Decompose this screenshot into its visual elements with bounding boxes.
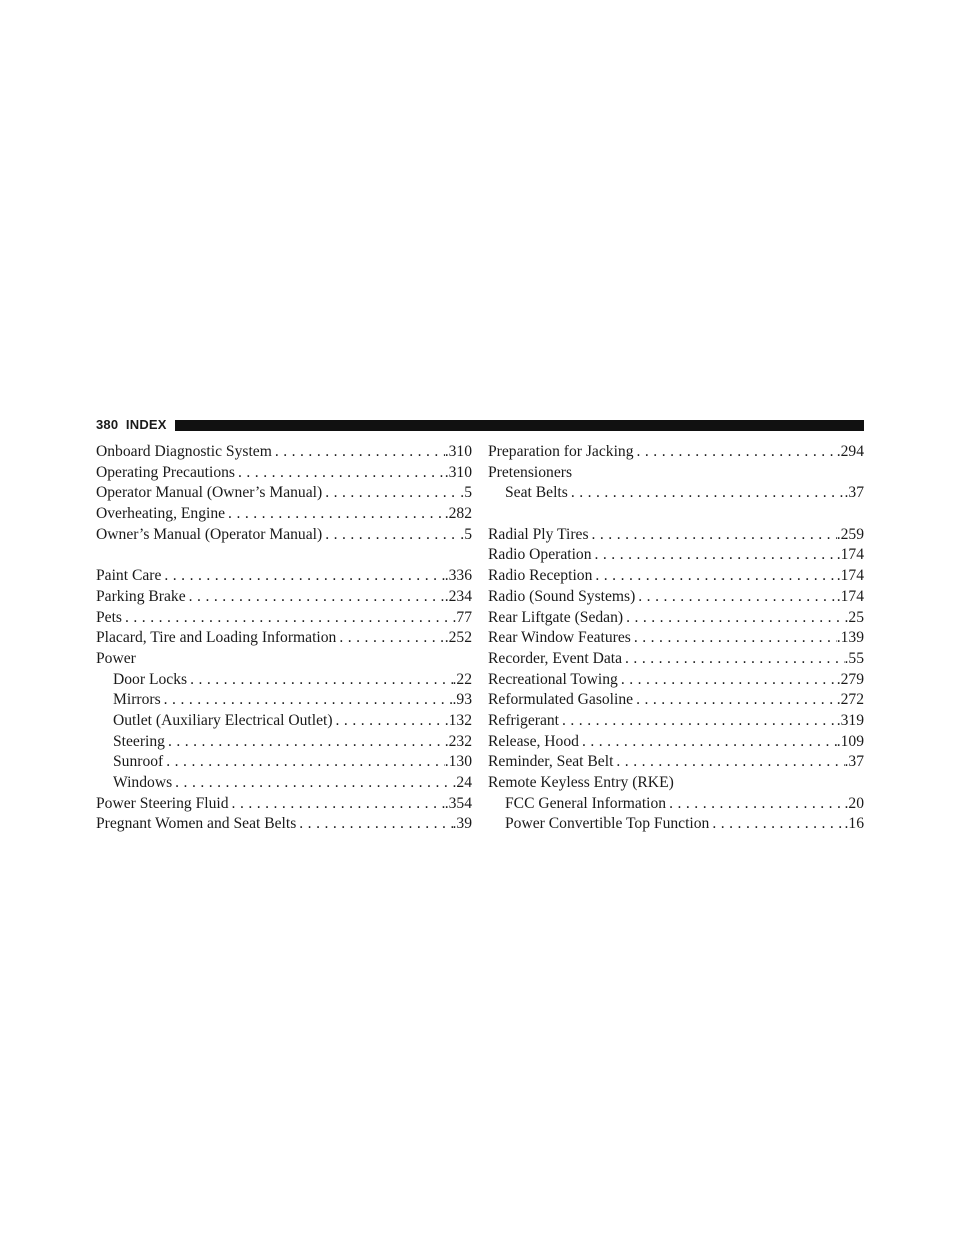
index-term: Recreational Towing: [488, 670, 618, 688]
dot-leader: [186, 587, 445, 608]
dot-leader: [187, 670, 452, 691]
index-term: Onboard Diagnostic System: [96, 443, 272, 460]
dot-leader: [172, 773, 452, 794]
index-term: Radio Reception: [488, 567, 593, 585]
index-page-number: .20: [844, 794, 864, 812]
dot-leader: [623, 608, 844, 629]
index-subentry: [96, 690, 472, 711]
index-page-number: .279: [836, 670, 864, 688]
index-page-number: .77: [452, 608, 472, 626]
dot-leader: [635, 587, 836, 608]
dot-leader: [235, 463, 445, 484]
index-page-number: .25: [844, 608, 864, 626]
index-entry: [488, 545, 864, 566]
index-page-number: .37: [844, 753, 864, 771]
dot-leader: [163, 752, 444, 773]
index-entry: [96, 628, 472, 649]
index-term: Power Convertible Top Function: [505, 815, 710, 833]
dot-leader: [122, 608, 453, 629]
index-page-number: .234: [444, 587, 472, 605]
dot-leader: [592, 545, 837, 566]
index-entry: [96, 566, 472, 587]
index-term: Radio Operation: [488, 546, 592, 564]
dot-leader: [622, 649, 844, 670]
dot-leader: [633, 690, 837, 711]
dot-leader: [229, 794, 445, 815]
dot-leader: [559, 711, 837, 732]
dot-leader: [631, 628, 837, 649]
index-entry: [488, 690, 864, 711]
index-page-number: .272: [836, 691, 864, 709]
index-subentry: [96, 711, 472, 732]
index-term: Placard, Tire and Loading Information: [96, 629, 337, 647]
header-rule: [175, 420, 864, 431]
index-heading-rke: Remote Keyless Entry (RKE): [488, 774, 674, 791]
index-term: Radial Ply Tires: [488, 525, 589, 543]
section-gap: [488, 504, 864, 525]
index-term: Paint Care: [96, 567, 162, 585]
dot-leader: [568, 483, 845, 504]
index-subentry: [488, 814, 864, 835]
dot-leader: [618, 670, 837, 691]
index-entry: [488, 732, 864, 753]
index-page-number: .294: [836, 443, 864, 460]
index-entry: [488, 628, 864, 649]
index-entry: [96, 608, 472, 629]
index-entry: [96, 483, 472, 504]
index-term: Windows: [113, 774, 173, 791]
page-header: [96, 417, 864, 433]
index-term: Seat Belts: [505, 484, 568, 502]
index-page-number: .174: [836, 567, 864, 585]
index-term: FCC General Information: [505, 794, 667, 812]
index-term: Owner’s Manual (Operator Manual): [96, 525, 323, 543]
index-subentry: [488, 483, 864, 504]
index-subentry: [488, 794, 864, 815]
index-page-number: .310: [444, 463, 472, 481]
index-page-number: .39: [452, 815, 472, 833]
index-page-number: .55: [844, 649, 864, 667]
index-entry: [96, 463, 472, 484]
index-entry: [488, 566, 864, 587]
index-entry: [488, 525, 864, 546]
dot-leader: [579, 732, 837, 753]
index-entry: [488, 442, 864, 463]
dot-leader: [161, 566, 444, 587]
index-page-number: .319: [836, 711, 864, 729]
index-page-number: .282: [444, 505, 472, 523]
index-term: Pregnant Women and Seat Belts: [96, 815, 297, 833]
dot-leader: [592, 566, 836, 587]
index-subentry: [96, 752, 472, 773]
index-entry: [96, 525, 472, 546]
index-page-number: .93: [452, 691, 472, 709]
index-entry: [96, 587, 472, 608]
index-term: Refrigerant: [488, 711, 560, 729]
index-term: Operating Precautions: [96, 463, 236, 481]
dot-leader: [272, 442, 445, 463]
index-entry: [96, 442, 472, 463]
index-term: Parking Brake: [96, 587, 186, 605]
index-term: Recorder, Event Data: [488, 649, 623, 667]
index-subentry: [96, 670, 472, 691]
index-page-number: .310: [444, 443, 472, 460]
index-term: Operator Manual (Owner’s Manual): [96, 484, 323, 502]
index-term: Outlet (Auxiliary Electrical Outlet): [113, 711, 333, 729]
index-term: Reminder, Seat Belt: [488, 753, 614, 771]
index-column-right: [488, 442, 864, 835]
index-entry: [488, 670, 864, 691]
index-entry: [96, 504, 472, 525]
index-page-number: .132: [444, 711, 472, 729]
index-term: Power Steering Fluid: [96, 794, 229, 812]
dot-leader: [634, 442, 837, 463]
index-heading-power: Power: [96, 649, 136, 667]
index-entry: [96, 814, 472, 835]
index-term: Door Locks: [113, 670, 188, 688]
dot-leader: [613, 752, 844, 773]
dot-leader: [322, 525, 460, 546]
index-term: Pets: [96, 608, 122, 626]
index-term: Preparation for Jacking: [488, 443, 634, 460]
page-number-label: 380 INDEX: [96, 417, 167, 432]
index-entry: [488, 587, 864, 608]
dot-leader: [161, 690, 453, 711]
dot-leader: [709, 814, 844, 835]
index-subentry: [96, 732, 472, 753]
index-term: Release, Hood: [488, 732, 579, 750]
index-entry: [488, 752, 864, 773]
index-page-number: .37: [844, 484, 864, 502]
index-column-left: [96, 442, 472, 835]
dot-leader: [165, 732, 445, 753]
index-page-number: .174: [836, 587, 864, 605]
index-page-number: .174: [836, 546, 864, 564]
index-page-number: .336: [444, 567, 472, 585]
index-entry: [488, 711, 864, 732]
index-term: Rear Window Features: [488, 629, 631, 647]
index-heading-pretensioners: Pretensioners: [488, 463, 573, 481]
section-gap: [96, 545, 472, 566]
index-entry: [96, 794, 472, 815]
index-page-number: .109: [836, 732, 864, 750]
dot-leader: [322, 483, 460, 504]
dot-leader: [336, 628, 444, 649]
index-page-number: .354: [444, 794, 472, 812]
index-page-number: .259: [836, 525, 864, 543]
index-page-number: .22: [452, 670, 472, 688]
index-entry: [488, 608, 864, 629]
index-page-number: .5: [460, 525, 472, 543]
index-subentry: [96, 773, 472, 794]
index-term: Rear Liftgate (Sedan): [488, 608, 624, 626]
index-page-number: .24: [452, 774, 472, 791]
index-term: Overheating, Engine: [96, 505, 226, 523]
index-term: Sunroof: [113, 753, 164, 771]
index-page-number: .130: [444, 753, 472, 771]
index-term: Radio (Sound Systems): [488, 587, 636, 605]
index-page-number: .252: [444, 629, 472, 647]
dot-leader: [225, 504, 445, 525]
index-entry: [488, 649, 864, 670]
index-term: Steering: [113, 732, 165, 750]
dot-leader: [589, 525, 837, 546]
index-page-number: .5: [460, 484, 472, 502]
index-term: Mirrors: [113, 691, 161, 709]
index-page-number: .16: [844, 815, 864, 833]
index-page-number: .232: [444, 732, 472, 750]
dot-leader: [333, 711, 445, 732]
dot-leader: [296, 814, 452, 835]
index-page-number: .139: [836, 629, 864, 647]
dot-leader: [666, 794, 844, 815]
index-term: Reformulated Gasoline: [488, 691, 634, 709]
